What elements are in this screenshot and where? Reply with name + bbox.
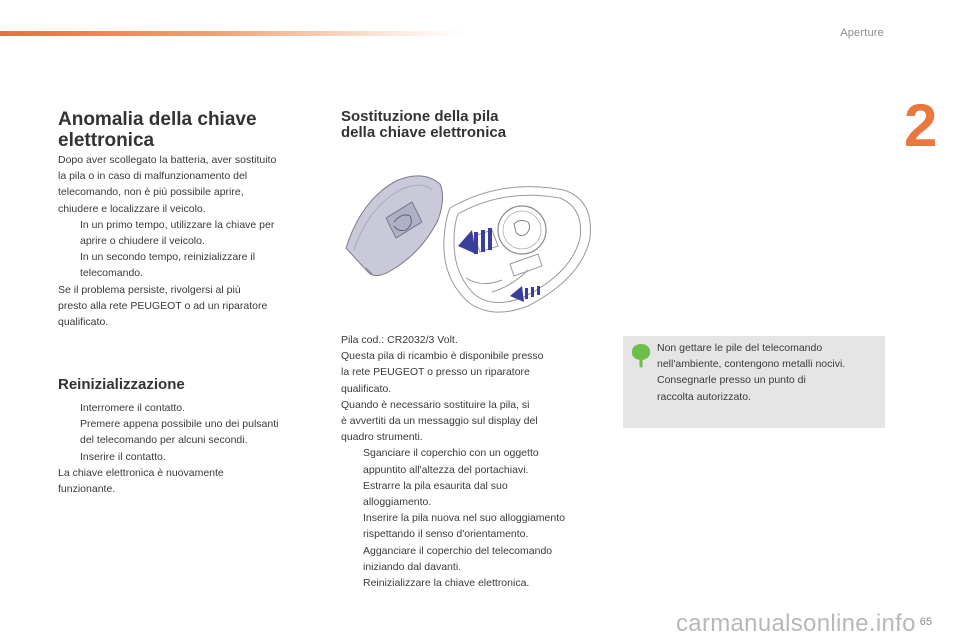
sostituzione-bullet	[341, 478, 611, 510]
sostituzione-intro-line: Pila cod.: CR2032/3 Volt.	[341, 334, 458, 346]
bullet-line: del telecomando per alcuni secondi.	[80, 434, 248, 447]
sostituzione-bullet	[341, 575, 611, 591]
reinizializzazione-heading: Reinizializzazione	[58, 376, 185, 393]
reinizializzazione-outro-line: La chiave elettronica è nuovamente	[58, 466, 224, 479]
bullet-line: In un secondo tempo, reinizializzare il	[80, 251, 256, 264]
reinizializzazione-outro-line: funzionante.	[58, 483, 116, 496]
bullet-line: Inserire la pila nuova nel suo alloggiamento	[363, 512, 565, 525]
anomalia-heading-line1: Anomalia della chiave	[58, 109, 257, 130]
anomalia-intro-line: chiudere e localizzare il veicolo.	[58, 202, 206, 215]
anomalia-heading	[58, 109, 328, 151]
environment-note	[623, 336, 885, 428]
anomalia-bullet	[58, 249, 328, 281]
bullet-line: Reinizializzare la chiave elettronica.	[363, 577, 530, 590]
bullet-line: rispettando il senso d'orientamento.	[363, 528, 529, 541]
bullet-line: alloggiamento.	[363, 496, 432, 509]
reinizializzazione-bullet	[58, 400, 328, 416]
chapter-number: 2	[904, 92, 938, 159]
anomalia-bullet	[58, 217, 328, 249]
note-line: nell'ambiente, contengono metalli nocivi.	[657, 358, 846, 371]
bullet-line: Premere appena possibile uno dei pulsanti	[80, 418, 279, 431]
sostituzione-bullet	[341, 510, 611, 542]
sostituzione-bullet	[341, 445, 611, 477]
bullet-line: Estrarre la pila esaurita dal suo	[363, 479, 508, 492]
fob-cover	[346, 176, 443, 276]
push-arrow-icon	[510, 286, 540, 302]
bullet-line: Agganciare il coperchio del telecomando	[363, 544, 553, 557]
header-accent-bar	[0, 31, 470, 36]
anomalia-heading-line2: elettronica	[58, 130, 155, 151]
leaf-icon	[630, 342, 652, 368]
anomalia-outro-line: Se il problema persiste, rivolgersi al più	[58, 283, 241, 296]
bullet-line: telecomando.	[80, 267, 144, 280]
sostituzione-intro-line: qualificato.	[341, 382, 392, 395]
sostituzione-intro-line: la rete PEUGEOT o presso un riparatore	[341, 366, 530, 379]
anomalia-intro-line: Dopo aver scollegato la batteria, aver sostituito	[58, 154, 277, 166]
anomalia-intro-line: telecomando, non è più possibile aprire,	[58, 186, 244, 199]
anomalia-intro-line: la pila o in caso di malfunzionamento del	[58, 170, 248, 183]
environment-note-text	[657, 340, 845, 405]
sostituzione-body	[341, 332, 611, 591]
reinizializzazione-body	[58, 400, 328, 497]
sostituzione-intro-line: Quando è necessario sostituire la pila, si	[341, 398, 530, 411]
sostituzione-heading-line1: Sostituzione della pila	[341, 108, 499, 125]
bullet-line: appuntito all'altezza del portachiavi.	[363, 463, 529, 476]
anomalia-outro-line: presto alla rete PEUGEOT o ad un riparatore	[58, 299, 268, 312]
reinizializzazione-bullet	[58, 449, 328, 465]
sostituzione-heading	[341, 109, 506, 141]
watermark: carmanualsonline.info	[676, 610, 916, 637]
anomalia-outro-line: qualificato.	[58, 316, 109, 329]
bullet-line: aprire o chiudere il veicolo.	[80, 235, 205, 248]
bullet-line: Sganciare il coperchio con un oggetto	[363, 447, 539, 460]
sostituzione-bullet	[341, 543, 611, 575]
bullet-line: iniziando dal davanti.	[363, 560, 462, 573]
key-fob-illustration	[342, 168, 602, 318]
section-title: Aperture	[840, 27, 884, 39]
note-line: Non gettare le pile del telecomando	[657, 342, 823, 354]
note-line: Consegnarle presso un punto di	[657, 374, 806, 387]
reinizializzazione-bullet	[58, 416, 328, 448]
bullet-line: In un primo tempo, utilizzare la chiave per	[80, 218, 275, 231]
sostituzione-intro-line: è avvertiti da un messaggio sul display del	[341, 415, 538, 428]
battery-coin	[498, 206, 546, 254]
sostituzione-intro-line: Questa pila di ricambio è disponibile presso	[341, 350, 544, 363]
page-number: 65	[919, 616, 932, 628]
bullet-line: Inserire il contatto.	[80, 450, 166, 463]
sostituzione-heading-line2: della chiave elettronica	[341, 124, 507, 141]
sostituzione-intro-line: quadro strumenti.	[341, 431, 423, 444]
bullet-line: Interromere il contatto.	[80, 402, 186, 414]
anomalia-body	[58, 152, 328, 330]
note-line: raccolta autorizzato.	[657, 390, 751, 403]
